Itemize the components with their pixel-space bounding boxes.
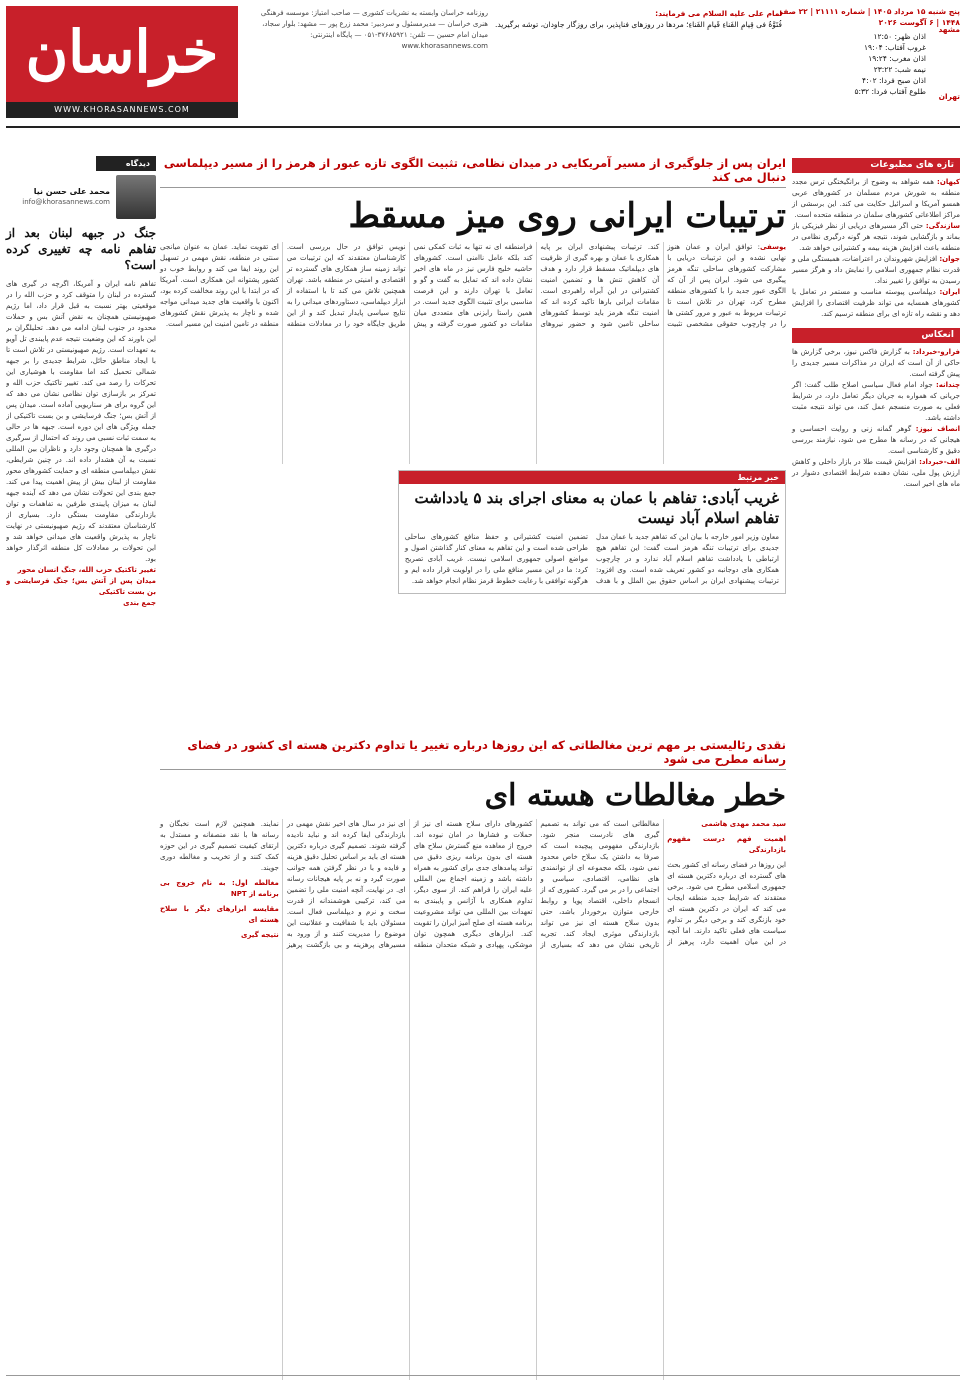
- time-row: نیمه شب: ۲۳:۲۲: [873, 65, 926, 74]
- opinion-subhead: میدان پس از آتش بس؛ جنگ فرسایشی و بن بست تاکتیکی: [6, 577, 156, 596]
- story2-headline[interactable]: خطر مغالطات هسته ای: [484, 778, 786, 813]
- story2-subhead: اهمیت فهم درست مفهوم بازدارندگی: [667, 835, 786, 854]
- lead-kicker[interactable]: ایران پس از جلوگیری از مسیر آمریکایی در میدان نظامی، تثبیت الگوی تازه عبور از هرمز را از مسیر دیپلماسی دنبال می کند: [160, 156, 786, 188]
- second-story: [160, 738, 786, 1380]
- list-item: چندانه: جواد امام فعال سیاسی اصلاح طلب گفت: اگر جریانی که همواره به جریان دیگر تعامل دارد، در شرایط فعلی به صورت منسجم عمل کند، می تواند نتیجه مثبت داشته باشد.: [792, 381, 960, 422]
- city-tehran: تهران: [938, 92, 960, 101]
- masthead: [6, 6, 960, 124]
- story2-subhead: مقایسه ابزارهای دیگر با سلاح هسته ای: [160, 905, 279, 924]
- reflection-title: انعکاس: [792, 328, 960, 343]
- story2-subhead: نتیجه گیری: [241, 931, 279, 939]
- related-title[interactable]: غریب آبادی: تفاهم با عمان به معنای اجرای بند ۵ یادداشت تفاهم اسلام آباد نیست: [414, 489, 779, 527]
- list-item: الف-خبرداد: افزایش قیمت طلا در بازار داخلی و کاهش ارزش پول ملی، نشان دهنده شرایط اقتصادی دشوار در ماه های اخیر است.: [792, 458, 960, 488]
- press-review-sidebar: [792, 156, 960, 1370]
- lead-body: یوسفی: توافق ایران و عمان هنوز نهایی نشده و این ترتیبات دریایی با مشارکت کشورهای ساحلی تنگه هرمز پیگیری می شود. ایران پس از آن که الگوی عبور جدید را با کشورهای منطقه مطرح کرد، تهران در تلاش است تا ترتیبات مربوط به عبور و مرور کشتی ها را در چارچوب حقوقی مشخصی تثبیت کند. ترتیبات پیشنهادی ایران بر پایه همکاری با عمان و بهره گیری از ظرفیت های دیپلماتیک مسقط قرار دارد و هدف آن کاهش تنش ها و تضمین امنیت کشتیرانی در این آبراه راهبردی است. مقامات ایرانی بارها تاکید کرده اند که امنیت تنگه هرمز باید توسط کشورهای ساحلی تامین شود و حضور نیروهای فرامنطقه ای نه تنها به ثبات کمکی نمی کند بلکه عامل ناامنی است. کشورهای حاشیه خلیج فارس نیز در ماه های اخیر نشان داده اند که تمایل به گفت و گو و تعامل با تهران دارند و این فرصت مناسبی برای تثبیت الگوی جدید است. در همین راستا رایزنی های متعددی میان مقامات دو کشور صورت گرفته و پیش نویس توافق در حال بررسی است. کارشناسان معتقدند که این ترتیبات می تواند زمینه ساز همکاری های گسترده تر اقتصادی و امنیتی در منطقه باشد. تهران همچنین تلاش می کند تا با استفاده از ابزار دیپلماسی، دستاوردهای میدانی را به نتایج سیاسی پایدار تبدیل کند و از این طریق جایگاه خود را در معادلات منطقه ای تقویت نماید. عمان به عنوان میانجی سنتی در منطقه، نقش مهمی در تسهیل این روند ایفا می کند و روابط خوب دو کشور پشتوانه این همکاری است. آمریکا که در ابتدا با این روند مخالفت کرده بود، اکنون با واقعیت های جدید میدانی مواجه شده و ناچار به پذیرش نقش کشورهای منطقه در تامین امنیت این مسیر است.: [160, 243, 786, 328]
- columnist-card: [6, 175, 156, 219]
- story2-text: این روزها در فضای رسانه ای کشور بحث های گسترده ای درباره دکترین هسته ای جمهوری اسلامی مطرح می شود. برخی معتقدند که شرایط جدید منطقه ایجاب می کند که ایران در دکترین هسته ای خود بازنگری کند و برخی دیگر بر تداوم سیاست های فعلی تاکید دارند. اما آنچه در این میان اهمیت دارد، پرهیز از مغالطاتی است که می تواند به تصمیم گیری های نادرست منجر شود. بازدارندگی مفهومی پیچیده است که صرفا به داشتن یک سلاح خاص محدود نمی شود، بلکه مجموعه ای از توانمندی های نظامی، اقتصادی، سیاسی و اجتماعی را در بر می گیرد. کشوری که از انسجام داخلی، اقتصاد پویا و روابط خارجی متوازن برخوردار باشد، حتی بدون سلاح هسته ای نیز می تواند بازدارندگی موثری ایجاد کند. تجربه تاریخی نشان می دهد که بسیاری از کشورهای دارای سلاح هسته ای نیز از حملات و فشارها در امان نبوده اند. خروج از معاهده منع گسترش سلاح های هسته ای بدون برنامه ریزی دقیق می تواند پیامدهای جدی برای کشور به همراه داشته باشد و زمینه اجماع بین المللی علیه ایران را فراهم کند. از سوی دیگر، تداوم همکاری با آژانس و پایبندی به تعهدات بین المللی می تواند مشروعیت برنامه هسته ای صلح آمیز ایران را تقویت کند. ابزارهای دیگری همچون توان موشکی، پهپادی و شبکه متحدان منطقه ای نیز در سال های اخیر نقش مهمی در بازدارندگی ایفا کرده اند و نباید نادیده گرفته شوند. تصمیم گیری درباره دکترین هسته ای باید بر اساس تحلیل دقیق هزینه و فایده و با در نظر گرفتن همه جوانب صورت گیرد و نه بر پایه هیجانات رسانه ای. در نهایت، آنچه امنیت ملی را تضمین می کند، ترکیبی هوشمندانه از قدرت سخت و نرم و دیپلماسی فعال است. مسئولان باید با شفافیت و عقلانیت این موضوع را مدیریت کنند و از ورود به مسیرهای پرهزینه و بی بازگشت پرهیز نمایند. همچنین لازم است نخبگان و رسانه ها با نقد منصفانه و مستدل به ارتقای کیفیت تصمیم گیری در این حوزه کمک کنند و از تخریب و مغالطه دوری جویند.: [160, 820, 786, 949]
- masthead-divider: [6, 126, 960, 128]
- time-row: طلوع آفتاب فردا: ۵:۳۲: [854, 87, 926, 96]
- imam-quote: [492, 8, 782, 30]
- time-row: اذان صبح فردا: ۴:۰۲: [862, 76, 926, 85]
- columnist-photo: [116, 175, 156, 219]
- lead-author: یوسفی: [759, 243, 786, 251]
- city-mashhad: مشهد: [938, 25, 960, 34]
- opinion-body: [6, 279, 156, 1379]
- imam-quote-text: فُتَوَّةُ فی قِیامِ الفَناءِ قَیامِ الفَناءِ؛ مردها در روزهای فناپذیر، برای روزگار جاودان، توشه برگیرید.: [494, 20, 782, 29]
- story2-subhead: مغالطه اول: به نام خروج بی برنامه از NPT: [160, 879, 279, 898]
- logo-website: WWW.KHORASANNEWS.COM: [6, 102, 238, 118]
- page-footer-rule: [6, 1375, 960, 1376]
- list-item: ایران: دیپلماسی پیوسته مناسب و مستمر در تعامل با کشورهای همسایه می تواند ظرفیت اقتصادی را افزایش دهد و نقشه راه تازه ای برای منطقه ترسیم کند.: [792, 288, 960, 318]
- list-item: جوان: افزایش شهروندان در اعتراضات، همبستگی ملی و قدرت نظام جمهوری اسلامی را نمایش داد و هرگز مسیر رسیدن به توافق را تغییر نداد.: [792, 255, 960, 285]
- opinion-label: دیدگاه: [96, 156, 156, 171]
- imam-quote-label: امام علی علیه السلام می فرمایند:: [655, 9, 782, 18]
- time-row: اذان ظهر: ۱۲:۵۰: [873, 32, 926, 41]
- related-body: معاون وزیر امور خارجه با بیان این که تفاهم جدید با عمان مدل جدیدی برای ترتیبات تنگه هرمز است گفت: این تفاهم هیچ ارتباطی با یادداشت تفاهم اسلام آباد ندارد و در چارچوب همکاری های دوجانبه دو کشور تعریف شده است. وی افزود: ترتیبات پیشنهادی ایران بر اساس حقوق بین الملل و با هدف تضمین امنیت کشتیرانی و حفظ منافع کشورهای ساحلی طراحی شده است و این تفاهم به معنای کنار گذاشتن اصول و مواضع اصولی جمهوری اسلامی نیست. غریب آبادی تصریح کرد: ما در این مسیر منافع ملی را در اولویت قرار داده ایم و هرگونه توافقی با رعایت خطوط قرمز نظام انجام خواهد شد.: [404, 533, 779, 585]
- lead-text: توافق ایران و عمان هنوز نهایی نشده و این ترتیبات دریایی با مشارکت کشورهای ساحلی تنگه هرمز پیگیری می شود. ایران پس از آن که الگوی عبور جدید را با کشورهای منطقه مطرح کرد، تهران در تلاش است تا ترتیبات مربوط به عبور و مرور کشتی ها را در چارچوب حقوقی مشخصی تثبیت کند. ترتیبات پیشنهادی ایران بر پایه همکاری با عمان و بهره گیری از ظرفیت های دیپلماتیک مسقط قرار دارد و هدف آن کاهش تنش ها و تضمین امنیت کشتیرانی در این آبراه راهبردی است. مقامات ایرانی بارها تاکید کرده اند که امنیت تنگه هرمز باید توسط کشورهای ساحلی تامین شود و حضور نیروهای فرامنطقه ای نه تنها به ثبات کمکی نمی کند بلکه عامل ناامنی است. کشورهای حاشیه خلیج فارس نیز در ماه های اخیر نشان داده اند که تمایل به گفت و گو و تعامل با تهران دارند و این فرصت مناسبی برای تثبیت الگوی جدید است. در همین راستا رایزنی های متعددی میان مقامات دو کشور صورت گرفته و پیش نویس توافق در حال بررسی است. کارشناسان معتقدند که این ترتیبات می تواند زمینه ساز همکاری های گسترده تر اقتصادی و امنیتی در منطقه باشد. تهران همچنین تلاش می کند تا با استفاده از ابزار دیپلماسی، دستاوردهای میدانی را به نتایج سیاسی پایدار تبدیل کند و از این طریق جایگاه خود را در معادلات منطقه ای تقویت نماید. عمان به عنوان میانجی سنتی در منطقه، نقش مهمی در تسهیل این روند ایفا می کند و روابط خوب دو کشور پشتوانه این همکاری است. آمریکا که در ابتدا با این روند مخالفت کرده بود، اکنون با واقعیت های جدید میدانی مواجه شده و ناچار به پذیرش نقش کشورهای منطقه در تامین امنیت این مسیر است.: [160, 243, 786, 328]
- reflection-items: [792, 347, 960, 490]
- list-item: انصاف نیوز: گوهر گمانه زنی و روایت احساسی و هیجانی که در رسانه ها مطرح می شود، نیازمند بررسی دقیق و کارشناسی است.: [792, 425, 960, 455]
- opinion-text: تفاهم نامه ایران و آمریکا، اگرچه در گیری های گسترده در لبنان را متوقف کرد و حزب الله را در موقعیتی بهتر نسبت به قبل قرار داد، اما رژیم صهیونیستی همچنان به نقض آتش بس و حملات محدود در جنوب لبنان ادامه می دهد. تحلیلگران بر این باورند که این وضعیت نتیجه عدم پایبندی تل آویو به تعهدات است. رژیم صهیونیستی در تلاش است تا با ایجاد مناطق حائل، شرایط جدیدی را بر جبهه شمالی تحمیل کند اما مقاومت با هوشیاری این تحرکات را رصد می کند. تغییر تاکتیک حزب الله و تمرکز بر بازسازی توان نظامی نشان می دهد که این گروه برای هر سناریویی آماده است. میدان پس از آتش بس؛ جنگ فرسایشی و بن بست تاکتیکی از جمله ویژگی های این دوره است. جبهه ها در حالی به سمت ثبات نسبی می روند که احتمال از سرگیری درگیری ها همچنان وجود دارد و ناظران بین المللی نسبت به آن هشدار داده اند. در چنین شرایطی، نقش دیپلماسی منطقه ای و حمایت کشورهای محور مقاومت از لبنان بیش از پیش اهمیت پیدا می کند. جمع بندی این تحولات نشان می دهد که آینده جبهه لبنان به میزان پایبندی طرفین به تفاهمات و توان بازدارندگی مقاومت بستگی دارد. بسیاری از کارشناسان معتقدند که رژیم صهیونیستی در نهایت ناچار به پذیرش واقعیت های میدانی خواهد شد و این تحولات بر معادلات کل منطقه اثرگذار خواهد بود.: [6, 280, 156, 563]
- press-review-title: تازه های مطبوعات: [792, 158, 960, 173]
- columnist-email[interactable]: info@khorasannews.com: [22, 198, 110, 206]
- publisher-info: روزنامه خراسان وابسته به نشریات کشوری — صاحب امتیاز: موسسه فرهنگی هنری خراسان — مدیرمسئول و سردبیر: محمد زرع پور — مشهد: بلوار سجاد، میدان امام حسین — تلفن: ۳۷۶۸۵۹۲۱-۰۵۱ — پایگاه اینترنتی: www.khorasannews.com: [260, 9, 488, 50]
- related-label: خبر مرتبط: [399, 471, 785, 484]
- list-item: کیهان: همه شواهد به وضوح از برانگیختگی ترس مجدد منطقه به شورش مردم مسلمان در کشورهای عربی همسو آمریکا و اسرائیل حکایت می کند. این برسشی از مراکز اطلاعاتی کشورهای سلمان در منطقه متحده است.: [792, 178, 960, 219]
- story2-body: [160, 819, 786, 1380]
- lead-story: [160, 156, 786, 594]
- issue-date: پنج شنبه ۱۵ مرداد ۱۴۰۵ | شماره ۲۱۱۱۱ | ۲۲ صفر ۱۴۴۸ | ۶ آگوست ۲۰۲۶: [778, 7, 960, 27]
- press-review-items: [792, 177, 960, 320]
- opinion-subhead: تغییر تاکتیک حزب الله، جنگ انسان محور: [17, 566, 156, 574]
- story2-kicker[interactable]: نقدی رئالیستی بر مهم ترین مغالطاتی که این روزها درباره تغییر یا تداوم دکترین هسته ای کشور در فضای رسانه مطرح می شود: [160, 738, 786, 770]
- logo-title: خراسان: [25, 18, 219, 86]
- related-news-box: [398, 470, 786, 594]
- opinion-column: [6, 156, 156, 1370]
- opinion-title[interactable]: جنگ در جبهه لبنان بعد از تفاهم نامه چه تغییری کرده است؟: [6, 226, 156, 272]
- list-item: سازندگی: حتی اگر مسیرهای دریایی از نظر فیزیکی باز بماند و بازگشایی شوند، نتیجه هر گونه درگیری نظامی در منطقه باعث افزایش هزینه بیمه و کشتیرانی خواهد شد.: [792, 222, 960, 252]
- time-row: غروب آفتاب: ۱۹:۰۴: [864, 43, 926, 52]
- city-labels: [930, 24, 960, 102]
- time-row: اذان مغرب: ۱۹:۲۴: [868, 54, 926, 63]
- columnist-name: محمد علی حسن نیا: [33, 187, 110, 196]
- opinion-subhead: جمع بندی: [123, 599, 156, 607]
- newspaper-logo[interactable]: [6, 6, 238, 118]
- list-item: فرارو-خبرداد: به گزارش فاکس نیوز، برخی گزارش ها حاکی از آن است که ایران در مذاکرات مسیر جدیدی را پیش گرفته است.: [792, 348, 961, 378]
- prayer-times: [774, 6, 960, 101]
- lead-headline[interactable]: ترتیبات ایرانی روی میز مسقط: [348, 196, 786, 236]
- story2-author: سید محمد مهدی هاشمی: [701, 820, 786, 828]
